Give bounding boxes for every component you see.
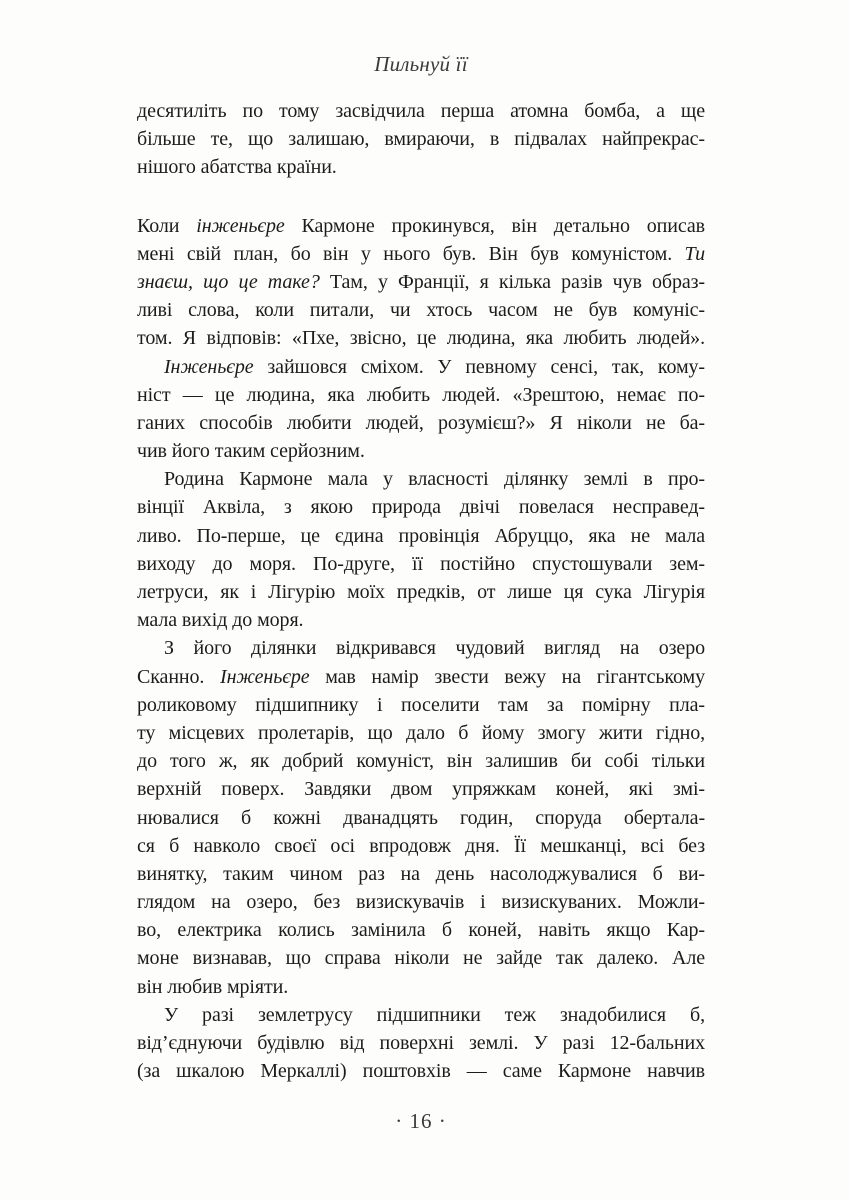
text-line: нювалися б кожні дванадцять годин, споруда обертала- [137, 806, 705, 829]
running-header: Пильнуй її [374, 52, 468, 76]
text-line: ливо. По-перше, це єдина провінція Абруццо, яка не мала [137, 524, 705, 547]
paragraph [137, 1001, 705, 1086]
text-line: винятку, таким чином раз на день насолоджувалися б ви- [137, 862, 705, 885]
text-line: Родина Кармоне мала у власності ділянку землі в про- [164, 468, 705, 491]
paragraph [137, 212, 705, 353]
text-line: глядом на озеро, без визискувачів і визискуваних. Можли- [137, 891, 705, 914]
text-block [137, 97, 705, 1085]
paragraph [137, 634, 705, 1000]
text-line: ніст — це людина, яка любить людей. «Зрештою, немає по- [137, 383, 705, 406]
paragraph [137, 97, 705, 182]
text-line: мала вихід до моря. [137, 609, 304, 632]
text-line: ту місцевих пролетарів, що дало б йому змогу жити гідно, [137, 721, 705, 744]
text-line: Сканно. Інженьєре мав намір звести вежу на гігантському [137, 665, 705, 688]
text-line: во, електрика колись замінила б коней, навіть якщо Кар- [137, 919, 705, 942]
text-line: ся б навколо своєї осі впродовж дня. Її мешканці, всі без [137, 834, 705, 857]
text-line: вінції Аквіла, з якою природа двічі повелася несправед- [137, 496, 705, 519]
text-line: (за шкалою Меркаллі) поштовхів — саме Кармоне навчив [137, 1060, 705, 1083]
text-line: він любив мріяти. [137, 975, 289, 998]
text-line: том. Я відповів: «Пхе, звісно, це людина, яка любить людей». [137, 327, 705, 350]
text-line: Інженьєре зайшовся сміхом. У певному сенсі, так, кому- [164, 355, 705, 378]
text-line: У разі землетрусу підшипники теж знадобилися б, [164, 1003, 705, 1026]
text-line: мені свій план, бо він у нього був. Він був комуністом. Ти [137, 242, 705, 265]
paragraph [137, 465, 705, 634]
text-line: знаєш, що це таке? Там, у Франції, я кілька разів чув образ- [137, 270, 705, 293]
text-line: чив його таким серйозним. [137, 440, 365, 463]
text-line: Коли інженьєре Кармоне прокинувся, він детально описав [137, 214, 705, 237]
text-line: З його ділянки відкривався чудовий вигляд на озеро [164, 637, 705, 660]
text-line: десятиліть по тому засвідчила перша атомна бомба, а ще [137, 100, 705, 122]
text-line: від’єднуючи будівлю від поверхні землі. У разі 12-бальних [137, 1032, 705, 1054]
page-number: · 16 · [395, 1109, 447, 1133]
text-line: ливі слова, коли питали, чи хтось часом не був комуніс- [137, 299, 705, 322]
text-line: виходу до моря. По-друге, її постійно спустошували зем- [137, 552, 705, 575]
text-line: нішого абатства країни. [137, 156, 337, 179]
text-line: більше те, що залишаю, вмираючи, в підвалах найпрекрас- [137, 128, 705, 151]
text-line: верхній поверх. Завдяки двом упряжкам коней, які змі- [137, 778, 705, 801]
text-line: летруси, як і Лігурію моїх предків, от лише ця сука Лігурія [137, 581, 705, 603]
text-line: ганих способів любити людей, розумієш?» Я ніколи не ба- [137, 411, 705, 434]
text-line: до того ж, як добрий комуніст, він залишив би собі тільки [137, 750, 705, 773]
paragraph [137, 353, 705, 466]
text-line: роликовому підшипнику і поселити там за помірну пла- [137, 693, 705, 716]
text-line: моне визнавав, що справа ніколи не зайде так далеко. Але [137, 947, 705, 970]
